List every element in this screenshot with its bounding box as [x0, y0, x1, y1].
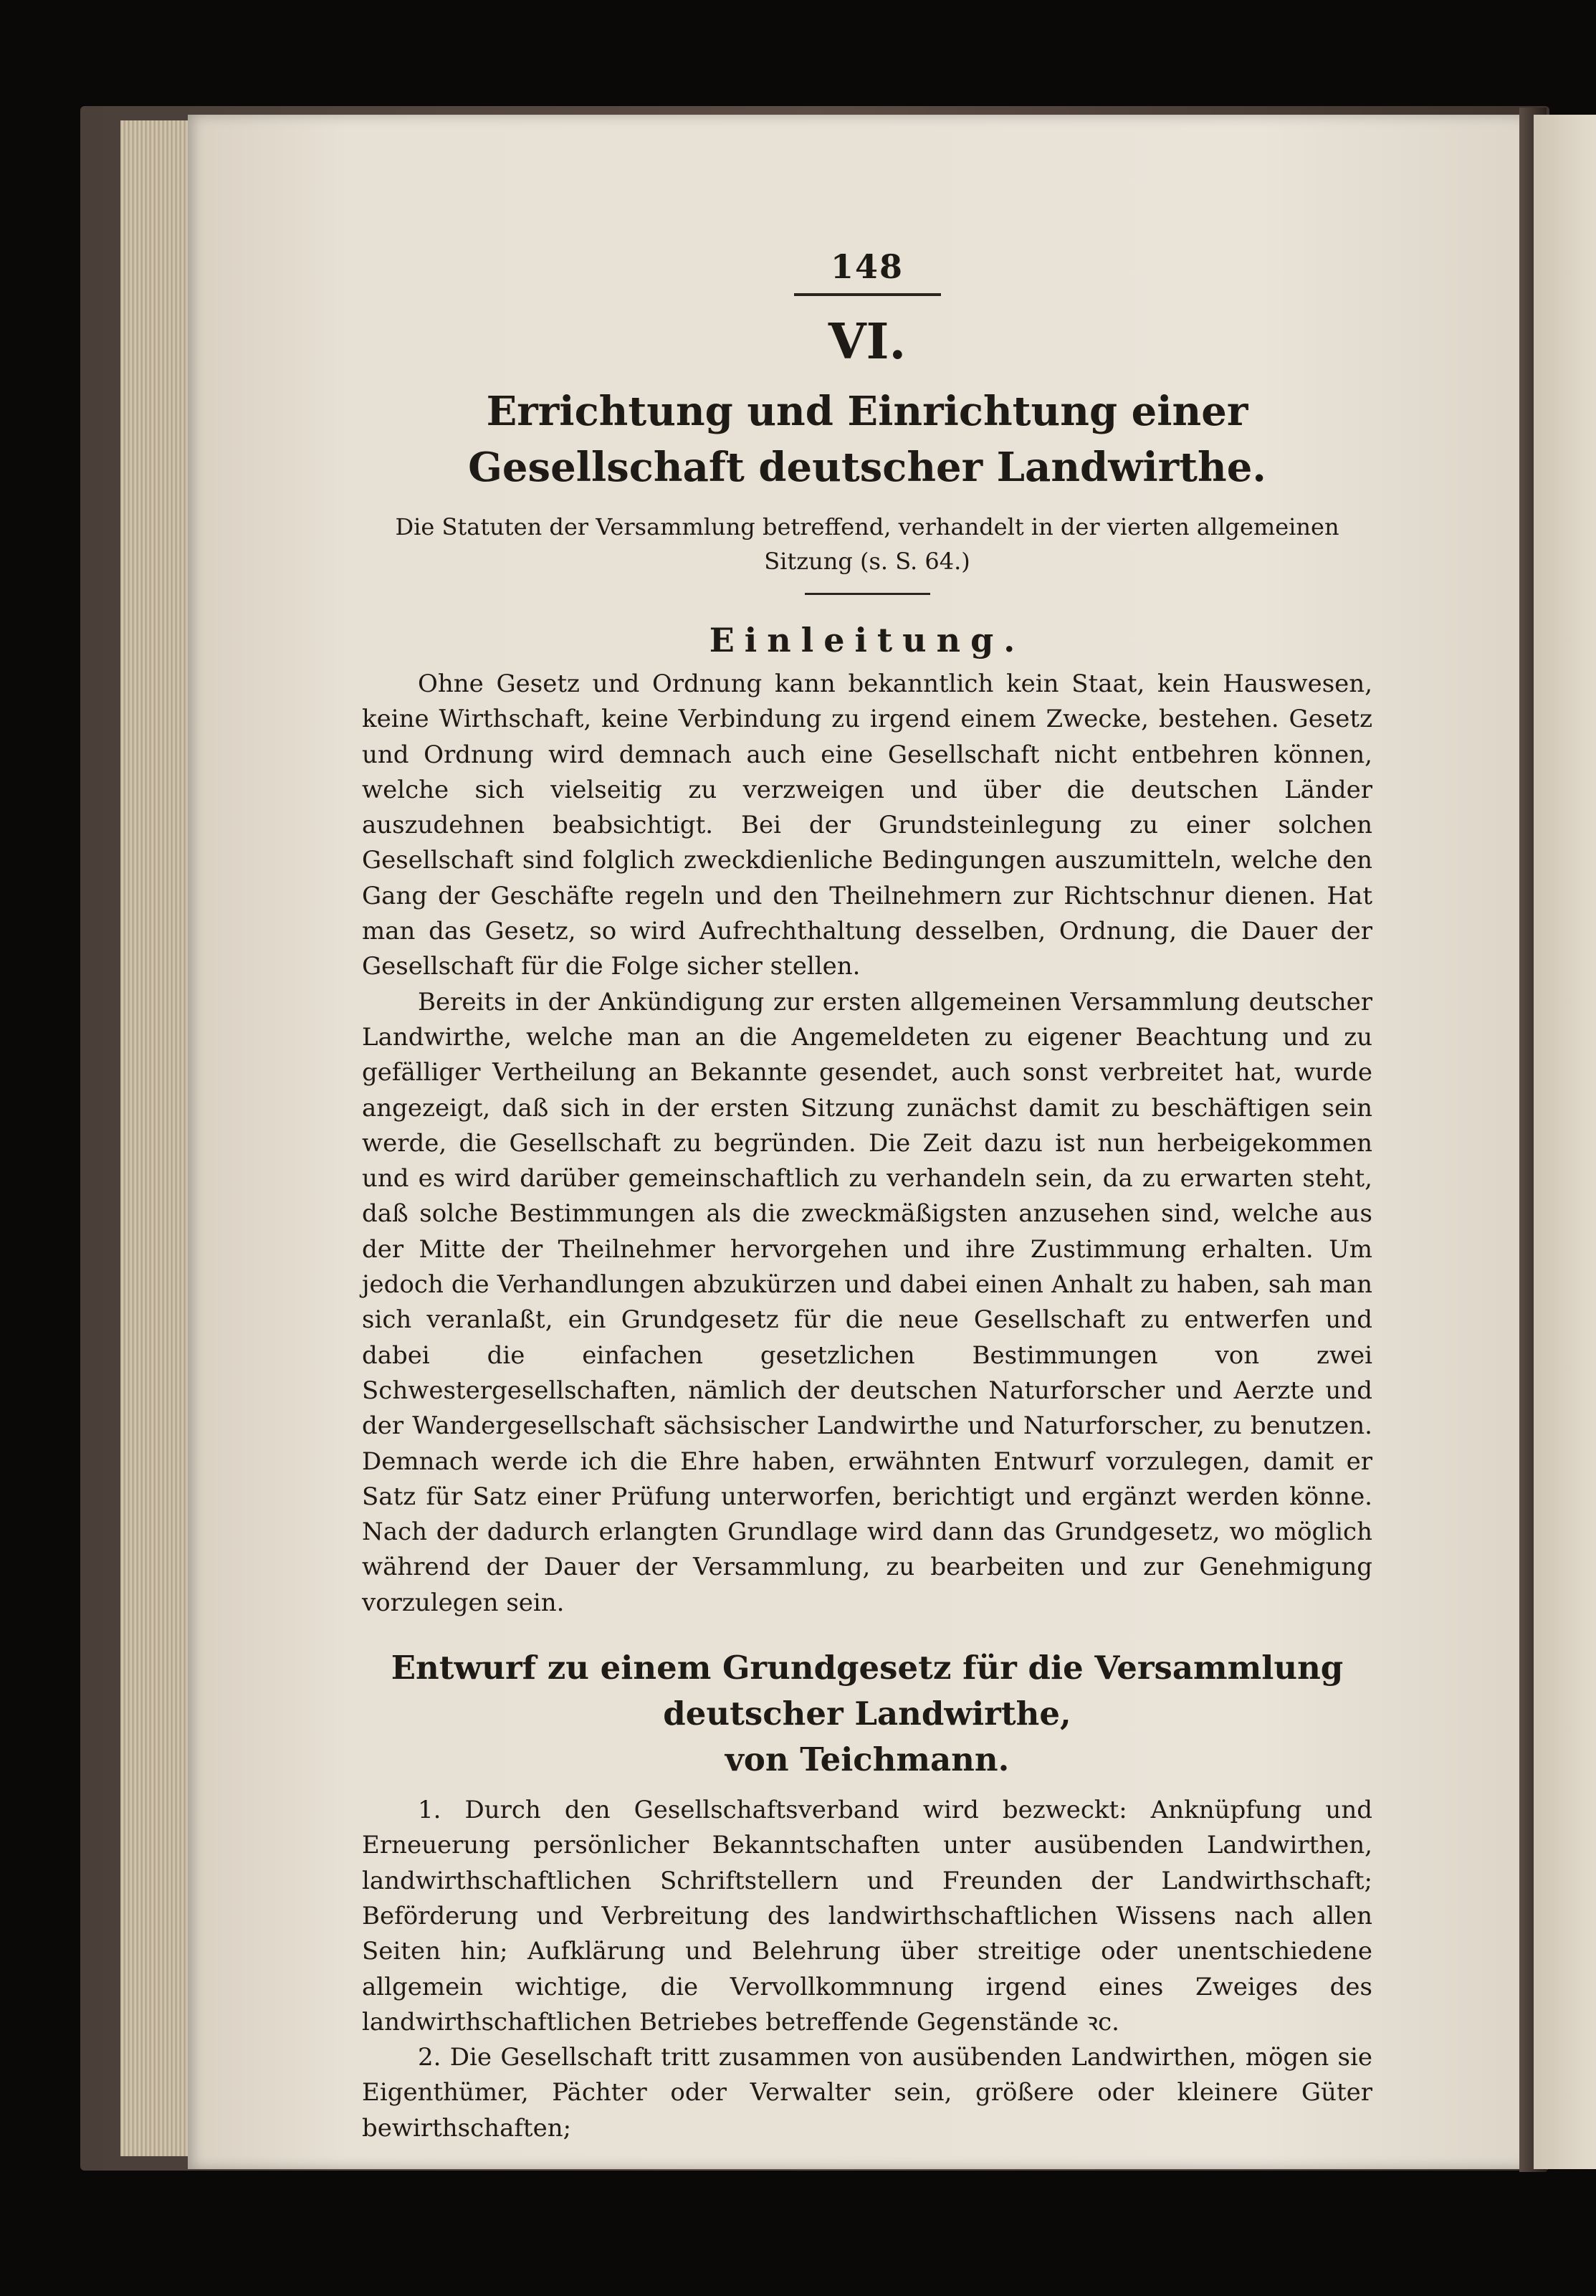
- chapter-title: Errichtung und Einrichtung einer Gesellschaft deutscher Landwirthe.: [468, 388, 1266, 491]
- page-number: 148: [830, 247, 904, 286]
- introduction-paragraph: Ohne Gesetz und Ordnung kann bekanntlich kein Staat, kein Hauswesen, keine Wirthschaft, keine Verbindung zu irgend einem Zwecke, bestehen. Gesetz und Ordnung wird demnach auch eine Gesellschaft nicht entbehren können, welche sich vielseitig zu verzweigen und über die deutschen Länder auszudehnen beabsichtigt. Bei der Grundsteinlegung zu einer solchen Gesellschaft sind folglich zweckdienliche Bedingungen auszumitteln, welche den Gang der Geschäfte regeln und den Theilnehmern zur Richtschnur dienen. Hat man das Gesetz, so wird Aufrechthaltung desselben, Ordnung, die Dauer der Gesellschaft für die Folge sicher stellen.: [362, 670, 1372, 981]
- article-paragraph: 1. Durch den Gesellschaftsverband wird bezweckt: Anknüpfung und Erneuerung persönlicher Bekanntschaften unter ausübenden Landwirthen, landwirthschaftlichen Schriftstellern und Freunden der Landwirthschaft; Beförderung und Verbreitung des landwirthschaftlichen Wissens nach allen Seiten hin; Aufklärung und Belehrung über streitige oder unentschiedene allgemein wichtige, die Vervollkommnung irgend eines Zweiges des landwirthschaftlichen Betriebes betreffende Gegenstände ꝛc.: [362, 1796, 1372, 2037]
- page-number-rule: [794, 293, 941, 296]
- introduction-heading: Einleitung.: [709, 621, 1026, 659]
- chapter-subtitle: Die Statuten der Versammlung betreffend, verhandelt in der vierten allgemeinen Sitzung (s. S. 64.): [395, 513, 1339, 575]
- page-text-block: [362, 247, 1372, 2146]
- introduction-paragraph: Bereits in der Ankündigung zur ersten allgemeinen Versammlung deutscher Landwirthe, welche man an die Angemeldeten zu eigener Beachtung und zu gefälliger Vertheilung an Bekannte gesendet, auch sonst verbreitet hat, wurde angezeigt, daß sich in der ersten Sitzung zunächst damit zu beschäftigen sein werde, die Gesellschaft zu begründen. Die Zeit dazu ist nun herbeigekommen und es wird darüber gemeinschaftlich zu verhandeln sein, da zu erwarten steht, daß solche Bestimmungen als die zweckmäßigsten anzusehen sind, welche aus der Mitte der Theilnehmer hervorgehen und ihre Zustimmung erhalten. Um jedoch die Verhandlungen abzukürzen und dabei einen Anhalt zu haben, sah man sich veranlaßt, ein Grundgesetz für die neue Gesellschaft zu entwerfen und dabei die einfachen gesetzlichen Bestimmungen von zwei Schwestergesellschaften, nämlich der deutschen Naturforscher und Aerzte und der Wandergesellschaft sächsischer Landwirthe und Naturforscher, zu benutzen. Demnach werde ich die Ehre haben, erwähnten Entwurf vorzulegen, damit er Satz für Satz einer Prüfung unterworfen, berichtigt und ergänzt werden könne. Nach der dadurch erlangten Grundlage wird dann das Grundgesetz, wo möglich während der Dauer der Versammlung, zu bearbeiten und zur Genehmigung vorzulegen sein.: [362, 987, 1372, 1617]
- section-rule: [805, 593, 930, 595]
- draft-heading-line2: von Teichmann.: [725, 1740, 1010, 1779]
- chapter-number: VI.: [828, 313, 907, 371]
- article-paragraph: 2. Die Gesellschaft tritt zusammen von ausübenden Landwirthen, mögen sie Eigenthümer, Pächter oder Verwalter sein, größere oder kleinere Güter bewirthschaften;: [362, 2043, 1372, 2143]
- next-page-edge: [1534, 115, 1596, 2169]
- draft-heading: [362, 1645, 1372, 1783]
- draft-heading-line1: Entwurf zu einem Grundgesetz für die Versammlung deutscher Landwirthe,: [391, 1649, 1344, 1733]
